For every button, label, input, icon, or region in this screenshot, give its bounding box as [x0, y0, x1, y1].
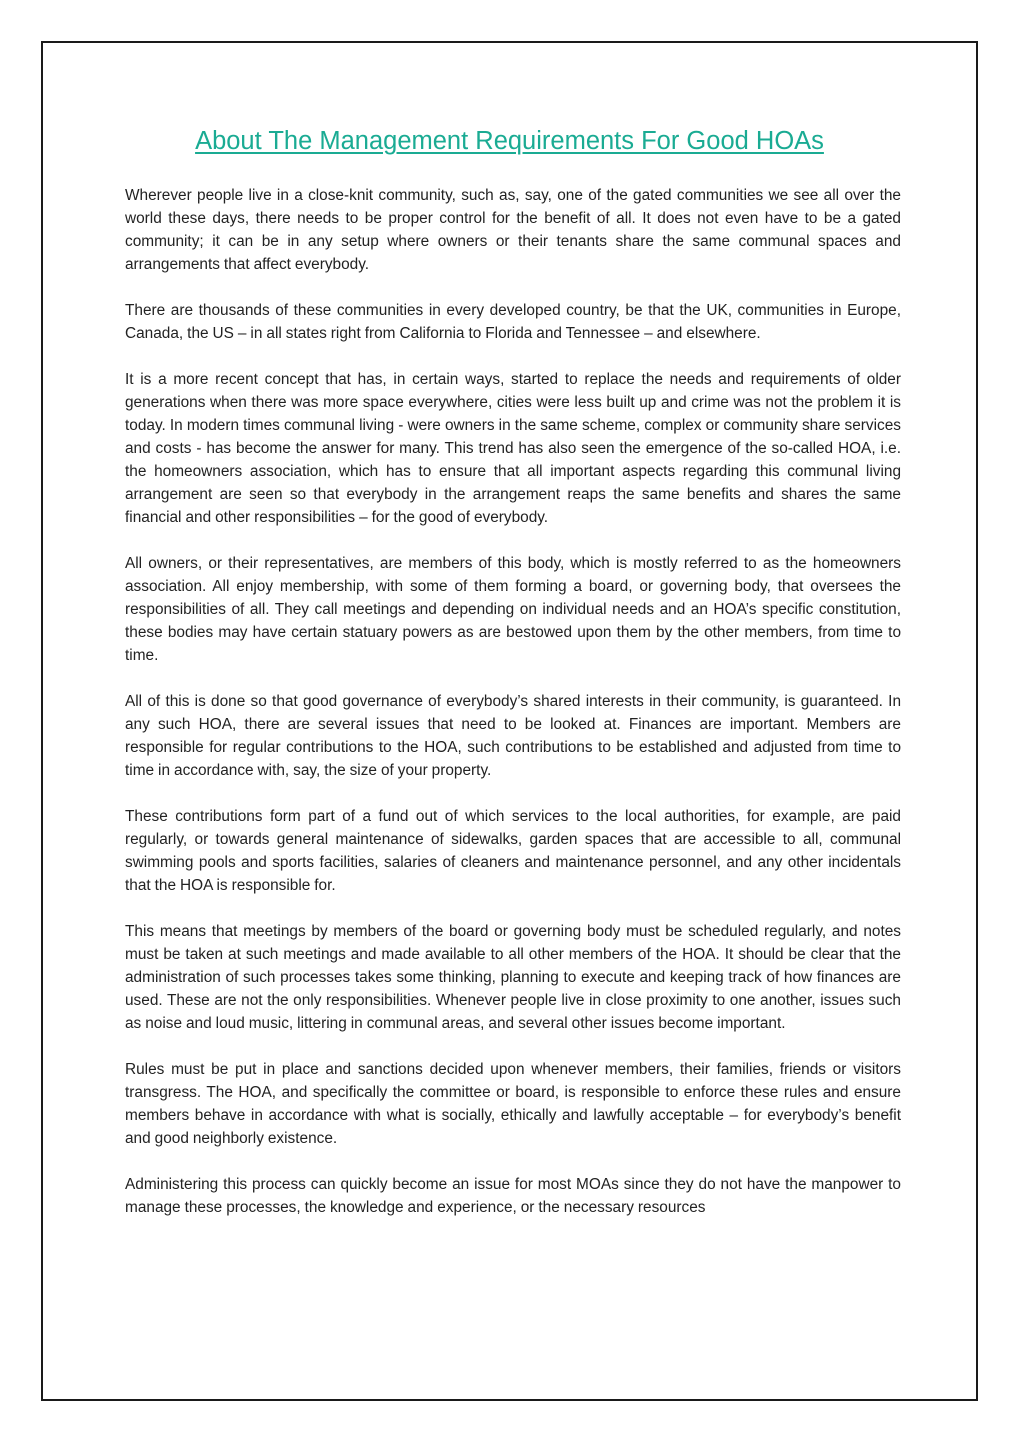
paragraph-1: Wherever people live in a close-knit community, such as, say, one of the gated communities we see all over the world these days, there needs to be proper control for the benefit of all. It does not even have to be a gated community; it can be in any setup where owners or their tenants share the same communal spaces and arrangements that affect everybody. — [125, 187, 901, 273]
paragraph-6: These contributions form part of a fund out of which services to the local authorities, for example, are paid regularly, or towards general maintenance of sidewalks, garden spaces that are accessible to all, communal swimming pools and sports facilities, salaries of cleaners and maintenance personnel, and any other incidentals that the HOA is responsible for. — [125, 808, 901, 894]
document-title: About The Management Requirements For Good HOAs — [195, 127, 824, 155]
paragraph-2: There are thousands of these communities in every developed country, be that the UK, communities in Europe, Canada, the US – in all states right from California to Florida and Tennessee – and elsewhere. — [125, 302, 901, 342]
paragraph-4: All owners, or their representatives, are members of this body, which is mostly referred to as the homeowners association. All enjoy membership, with some of them forming a board, or governing body, that oversees the responsibilities of all. They call meetings and depending on individual needs and an HOA’s specific constitution, these bodies may have certain statuary powers as are bestowed upon them by the other members, from time to time. — [125, 555, 901, 664]
paragraph-5: All of this is done so that good governance of everybody’s shared interests in their community, is guaranteed. In any such HOA, there are several issues that need to be looked at. Finances are important. Members are responsible for regular contributions to the HOA, such contributions to be established and adjusted from time to time in accordance with, say, the size of your property. — [125, 693, 901, 779]
paragraph-3: It is a more recent concept that has, in certain ways, started to replace the needs and requirements of older generations when there was more space everywhere, cities were less built up and crime was not the problem it is today. In modern times communal living - were owners in the same scheme, complex or community share services and costs - has become the answer for many. This trend has also seen the emergence of the so-called HOA, i.e. the homeowners association, which has to ensure that all important aspects regarding this communal living arrangement are seen so that everybody in the arrangement reaps the same benefits and shares the same financial and other responsibilities – for the good of everybody. — [125, 371, 901, 526]
paragraph-9: Administering this process can quickly become an issue for most MOAs since they do not have the manpower to manage these processes, the knowledge and experience, or the necessary resources — [125, 1176, 901, 1216]
page-frame — [41, 41, 978, 1401]
document-body — [125, 184, 901, 1242]
paragraph-7: This means that meetings by members of the board or governing body must be scheduled regularly, and notes must be taken at such meetings and made available to all other members of the HOA. It should be clear that the administration of such processes takes some thinking, planning to execute and keeping track of how finances are used. These are not the only responsibilities. Whenever people live in close proximity to one another, issues such as noise and loud music, littering in communal areas, and several other issues become important. — [125, 923, 901, 1032]
paragraph-8: Rules must be put in place and sanctions decided upon whenever members, their families, friends or visitors transgress. The HOA, and specifically the committee or board, is responsible to enforce these rules and ensure members behave in accordance with what is socially, ethically and lawfully acceptable – for everybody’s benefit and good neighborly existence. — [125, 1061, 901, 1147]
